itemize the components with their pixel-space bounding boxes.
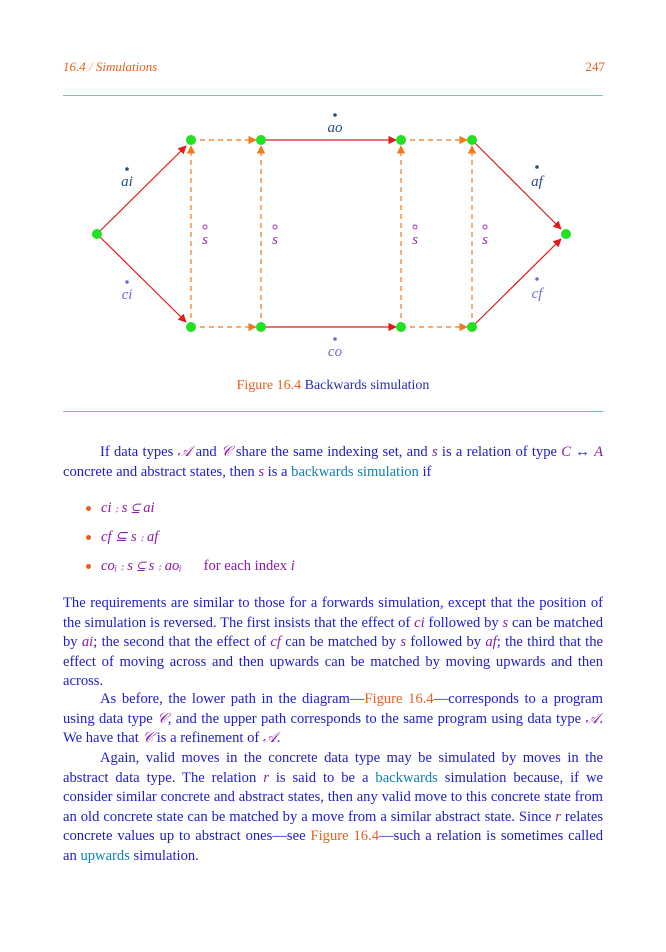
- ring-s-2: [273, 225, 277, 229]
- text: followed by: [406, 634, 486, 650]
- paragraph-1: [63, 594, 603, 692]
- text: is a relation of type: [437, 444, 562, 460]
- figure-number: Figure 16.4: [236, 378, 302, 393]
- symbol-ai: ai: [81, 634, 94, 650]
- dot-co: [333, 337, 337, 341]
- text: is said to be a: [268, 769, 376, 786]
- term-upwards: upwards: [80, 847, 130, 864]
- text: ; the second that the effect of: [93, 634, 271, 650]
- top-rule: [63, 95, 603, 96]
- label-s-4: s: [482, 232, 488, 248]
- text: share the same indexing set, and: [231, 444, 432, 460]
- symbol-C-script: 𝒞: [157, 710, 168, 727]
- text: .: [276, 730, 281, 746]
- text: The requirements are similar to those for a forwards simulation, except that the position of the simulation is reversed. The first insists that the effect of: [63, 595, 603, 631]
- arrow-ci: [97, 234, 186, 322]
- symbol-C-script: 𝒞: [142, 730, 154, 746]
- text: If data types: [100, 444, 178, 460]
- conditions-list: [63, 494, 603, 581]
- dot-cf: [535, 277, 539, 281]
- list-item: [63, 494, 603, 523]
- bullet-icon: [86, 535, 91, 540]
- bullet-icon: [86, 506, 91, 511]
- figure-caption-text: Backwards simulation: [304, 378, 430, 393]
- paragraph-3: [63, 749, 603, 866]
- node-bottom-1: [186, 322, 196, 332]
- label-ci: ci: [121, 287, 133, 303]
- symbol-A-script: 𝒜: [262, 730, 277, 746]
- text: is a: [264, 463, 292, 480]
- label-s-3: s: [412, 232, 418, 248]
- bullet-icon: [86, 564, 91, 569]
- arrow-af: [472, 140, 561, 229]
- label-s-2: s: [272, 232, 278, 248]
- label-cf: cf: [531, 286, 543, 302]
- node-final: [561, 229, 571, 239]
- node-top-2: [256, 135, 266, 145]
- dot-ai: [125, 167, 129, 171]
- section-title: Simulations: [95, 59, 158, 74]
- arrow-cf: [472, 239, 561, 327]
- text: simulation because, if we consider similar concrete and abstract states, then any valid move to this concrete state from an old concrete state can be matched by a move from a similar abstract state. Since: [63, 769, 603, 825]
- label-co: co: [327, 344, 343, 360]
- arrow-ai: [97, 146, 186, 234]
- text: ; the third that the effect of moving across and then upwards can be matched by moving upwards and then across.: [63, 634, 603, 689]
- text: , and the upper path corresponds to the same program using data type: [167, 710, 586, 727]
- label-ai: ai: [121, 174, 133, 190]
- condition-formula: cf ⊆ s ⨾ af: [101, 529, 159, 545]
- label-ao: ao: [327, 120, 343, 136]
- symbol-ci: ci: [414, 614, 425, 631]
- simulation-diagram: [0, 100, 666, 370]
- running-header-section: [63, 59, 157, 75]
- symbol-C-script: 𝒞: [220, 444, 232, 460]
- text: —such a relation is sometimes called an: [63, 828, 603, 864]
- quantifier-text: for each index: [203, 558, 288, 574]
- node-top-1: [186, 135, 196, 145]
- symbol-A-script: 𝒜: [177, 444, 192, 460]
- condition-formula: ci ⨾ s ⊆ ai: [101, 500, 155, 516]
- text: followed by: [424, 614, 503, 631]
- list-item: [63, 552, 603, 581]
- text: simulation.: [129, 847, 199, 864]
- symbol-s: s: [400, 634, 407, 650]
- symbol-af: af: [485, 634, 497, 650]
- ring-s-3: [413, 225, 417, 229]
- text: is a refinement of: [153, 730, 263, 746]
- node-initial: [92, 229, 102, 239]
- figure-bottom-rule: [63, 411, 603, 412]
- dot-ao: [333, 113, 337, 117]
- symbol-A-script: 𝒜: [585, 710, 600, 727]
- figure-reference-link[interactable]: Figure 16.4: [310, 828, 380, 844]
- ring-s-1: [203, 225, 207, 229]
- relation-arrow: ↔: [570, 444, 595, 460]
- node-top-4: [467, 135, 477, 145]
- page-number: 247: [585, 59, 605, 74]
- text: if: [418, 463, 432, 480]
- list-item: [63, 523, 603, 552]
- text: As before, the lower path in the diagram—: [100, 691, 365, 707]
- intro-paragraph: [63, 443, 603, 482]
- symbol-s: s: [502, 614, 509, 631]
- symbol-cf: cf: [270, 634, 281, 650]
- label-af: af: [531, 174, 543, 190]
- condition-formula: coᵢ ⨾ s ⊆ s ⨾ aoᵢ: [101, 558, 182, 574]
- symbol-s: s: [258, 463, 264, 480]
- dot-af: [535, 165, 539, 169]
- condition-quantifier: [204, 558, 295, 574]
- symbol-C: C: [561, 444, 571, 460]
- text: relates concrete values up to abstract ones—see: [63, 808, 603, 844]
- figure-reference-link[interactable]: Figure 16.4: [364, 691, 434, 707]
- label-s-1: s: [202, 232, 208, 248]
- text: —corresponds to a program using data type: [63, 691, 604, 727]
- text: concrete and abstract states, then: [63, 463, 259, 480]
- header-separator: /: [89, 59, 93, 74]
- symbol-r: r: [555, 808, 561, 825]
- section-number: 16.4: [63, 59, 86, 74]
- text: and: [191, 444, 221, 460]
- symbol-r: r: [263, 769, 269, 786]
- figure-caption: [0, 378, 666, 394]
- text: can be matched by: [280, 634, 401, 650]
- node-bottom-4: [467, 322, 477, 332]
- node-top-3: [396, 135, 406, 145]
- ring-s-4: [483, 225, 487, 229]
- symbol-A: A: [594, 444, 603, 460]
- text: Again, valid moves in the concrete data type may be simulated by moves in the abstract data type. The relation: [63, 750, 603, 786]
- text: can be matched by: [63, 614, 603, 650]
- index-symbol: i: [290, 558, 295, 574]
- term-backwards: backwards: [375, 769, 438, 786]
- text: . We have that: [63, 710, 603, 746]
- dot-ci: [125, 280, 129, 284]
- paragraph-2: [63, 690, 603, 749]
- node-bottom-3: [396, 322, 406, 332]
- term-backwards-simulation: backwards simulation: [291, 463, 419, 480]
- symbol-s: s: [431, 444, 438, 460]
- node-bottom-2: [256, 322, 266, 332]
